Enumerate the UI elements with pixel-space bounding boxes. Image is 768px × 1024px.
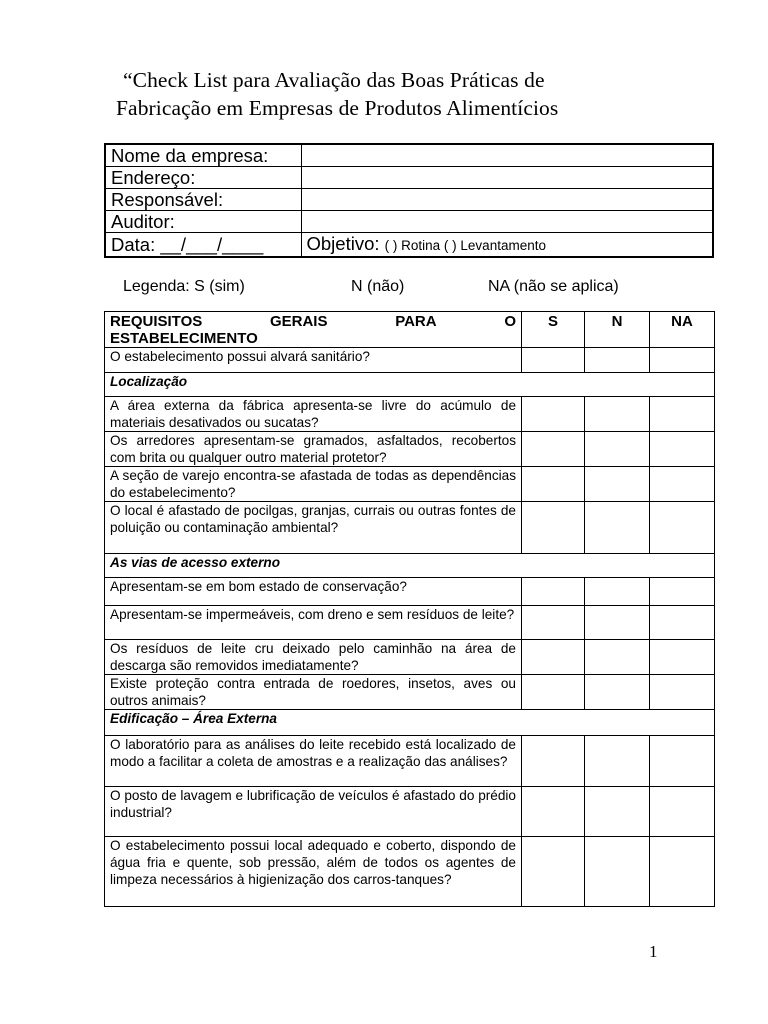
answer-cell-na[interactable] [650,640,715,675]
question-text: Existe proteção contra entrada de roedores, insetos, aves ou outros animais? [105,675,522,710]
responsible-label: Responsável: [105,189,301,211]
answer-cell-s[interactable] [522,837,585,907]
company-name-field[interactable] [301,144,713,167]
answer-cell-s[interactable] [522,640,585,675]
legend-yes: Legenda: S (sim) [123,278,245,295]
answer-cell-n[interactable] [585,432,650,467]
answer-cell-na[interactable] [650,397,715,432]
question-text: A área externa da fábrica apresenta-se livre do acúmulo de materiais desativados ou sucatas? [105,397,522,432]
question-text: O laboratório para as análises do leite recebido está localizado de modo a facilitar a coleta de amostras e a realização das análises? [105,736,522,787]
objective-label: Objetivo: [306,233,380,254]
answer-cell-na[interactable] [650,348,715,373]
question-text: O local é afastado de pocilgas, granjas, currais ou outras fontes de poluição ou contaminação ambiental? [105,502,522,554]
answer-cell-na[interactable] [650,787,715,837]
answer-cell-n[interactable] [585,467,650,502]
company-name-label: Nome da empresa: [105,144,301,167]
table-row [105,467,715,502]
legend-not-applicable: NA (não se aplica) [488,278,619,295]
answer-cell-n[interactable] [585,578,650,606]
section-row [105,373,715,397]
table-row [105,675,715,710]
answer-cell-na[interactable] [650,502,715,554]
section-title: Localização [105,373,715,397]
table-header-row [105,312,715,348]
address-label: Endereço: [105,167,301,189]
answer-cell-n[interactable] [585,502,650,554]
answer-cell-na[interactable] [650,736,715,787]
header-s: S [522,312,585,348]
table-row [105,606,715,640]
question-text: A seção de varejo encontra-se afastada de todas as dependências do estabelecimento? [105,467,522,502]
answer-cell-n[interactable] [585,736,650,787]
company-info-table [104,143,714,258]
answer-cell-n[interactable] [585,787,650,837]
table-row [105,787,715,837]
table-row [105,837,715,907]
answer-cell-s[interactable] [522,397,585,432]
question-text: Os resíduos de leite cru deixado pelo caminhão na área de descarga são removidos imediatamente? [105,640,522,675]
checklist-table [104,311,715,907]
question-text: Apresentam-se impermeáveis, com dreno e sem resíduos de leite? [105,606,522,640]
table-row [105,640,715,675]
answer-cell-n[interactable] [585,348,650,373]
answer-cell-s[interactable] [522,578,585,606]
header-na: NA [650,312,715,348]
objective-cell [301,233,713,258]
answer-cell-s[interactable] [522,787,585,837]
question-text: Os arredores apresentam-se gramados, asfaltados, recobertos com brita ou qualquer outro material protetor? [105,432,522,467]
table-row [105,348,715,373]
answer-cell-na[interactable] [650,837,715,907]
table-row [105,432,715,467]
requirements-header: REQUISITOS GERAIS PARA O ESTABELECIMENTO [105,312,522,348]
page-number: 1 [649,942,658,961]
title-line-2: Fabricação em Empresas de Produtos Alimentícios [116,96,559,120]
answer-cell-s[interactable] [522,467,585,502]
answer-cell-s[interactable] [522,675,585,710]
answer-cell-n[interactable] [585,397,650,432]
answer-cell-na[interactable] [650,606,715,640]
answer-cell-n[interactable] [585,675,650,710]
question-text: O estabelecimento possui local adequado e coberto, dispondo de água fria e quente, sob pressão, além de todos os agentes de limpeza necessários à higienização dos carros-tanques? [105,837,522,907]
answer-cell-na[interactable] [650,432,715,467]
date-field[interactable]: Data: __/___/____ [105,233,301,258]
section-title: As vias de acesso externo [105,554,715,578]
question-text: Apresentam-se em bom estado de conservação? [105,578,522,606]
address-field[interactable] [301,167,713,189]
section-title: Edificação – Área Externa [105,710,715,736]
answer-cell-na[interactable] [650,578,715,606]
question-text: O posto de lavagem e lubrificação de veículos é afastado do prédio industrial? [105,787,522,837]
objective-options[interactable]: ( ) Rotina ( ) Levantamento [384,238,546,253]
section-row [105,710,715,736]
answer-cell-s[interactable] [522,606,585,640]
header-n: N [585,312,650,348]
title-line-1: “Check List para Avaliação das Boas Práticas de [123,68,545,92]
section-row [105,554,715,578]
table-row [105,502,715,554]
table-row [105,736,715,787]
answer-cell-na[interactable] [650,675,715,710]
answer-cell-na[interactable] [650,467,715,502]
auditor-label: Auditor: [105,211,301,233]
table-row [105,397,715,432]
answer-cell-s[interactable] [522,348,585,373]
answer-cell-s[interactable] [522,502,585,554]
responsible-field[interactable] [301,189,713,211]
answer-cell-n[interactable] [585,837,650,907]
answer-cell-n[interactable] [585,640,650,675]
table-row [105,578,715,606]
answer-cell-s[interactable] [522,736,585,787]
question-text: O estabelecimento possui alvará sanitário? [105,348,522,373]
answer-cell-s[interactable] [522,432,585,467]
auditor-field[interactable] [301,211,713,233]
legend-no: N (não) [351,278,405,295]
answer-cell-n[interactable] [585,606,650,640]
document-title [116,66,716,122]
